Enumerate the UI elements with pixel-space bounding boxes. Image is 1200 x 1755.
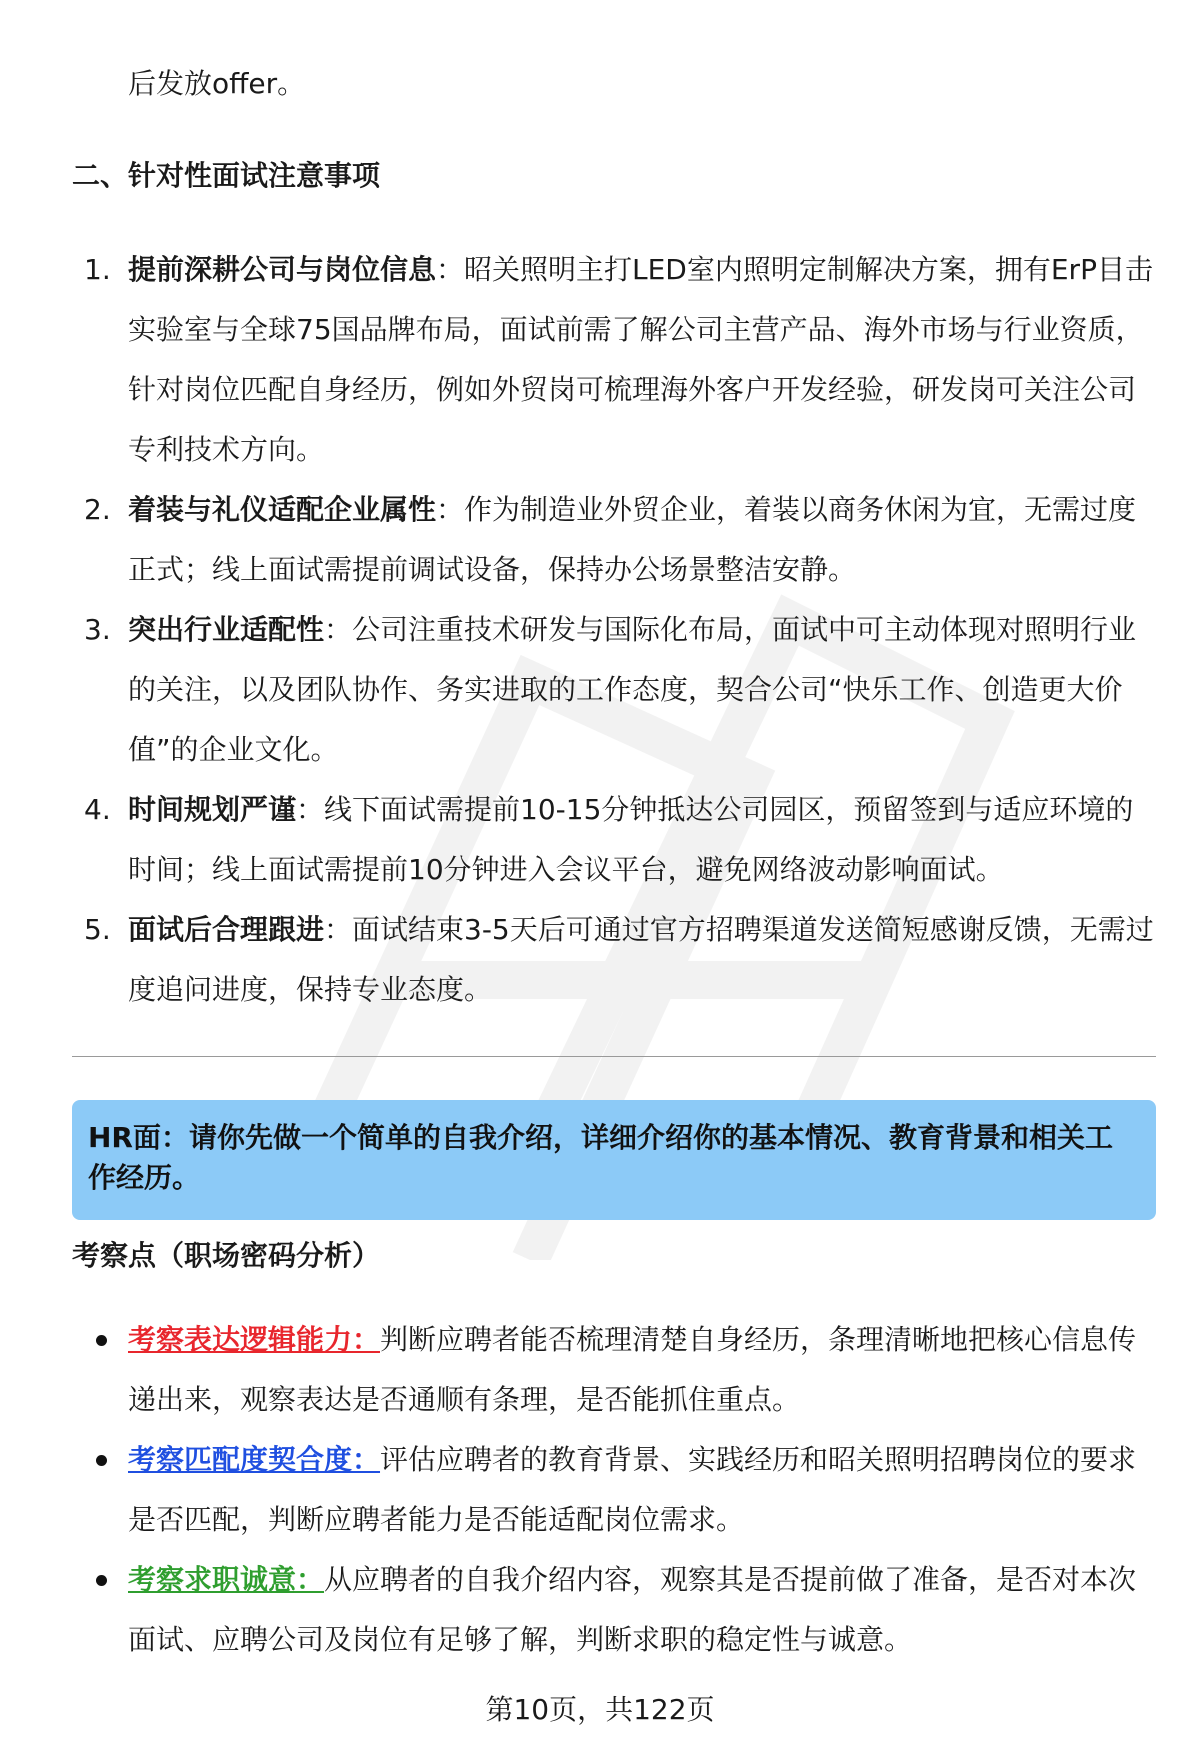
bullet-dot-icon	[96, 1335, 107, 1346]
bullet-item	[0, 1310, 1158, 1430]
list-item	[0, 900, 1158, 1020]
item-text: ：线下面试需提前10-15分钟抵达公司园区，预留签到与适应环境的时间；线上面试需提前10分钟进入会议平台，避免网络波动影响面试。	[128, 793, 1134, 886]
question-box	[72, 1100, 1156, 1220]
point-text: 判断应聘者能否梳理清楚自身经历，条理清晰地把核心信息传递出来，观察表达是否通顺有条理，是否能抓住重点。	[128, 1323, 1137, 1416]
bullet-item	[0, 1430, 1158, 1550]
list-item	[0, 600, 1158, 780]
point-keyword: 考察表达逻辑能力：	[128, 1323, 381, 1356]
point-text: 从应聘者的自我介绍内容，观察其是否提前做了准备，是否对本次面试、应聘公司及岗位有足够了解，判断求职的稳定性与诚意。	[128, 1563, 1137, 1656]
item-title: 提前深耕公司与岗位信息	[128, 253, 437, 286]
bullet-dot-icon	[96, 1455, 107, 1466]
item-number: 3.	[84, 613, 111, 646]
tips-list	[0, 240, 1200, 1020]
section-heading: 二、针对性面试注意事项	[72, 159, 381, 192]
page-footer: 第10页，共122页	[485, 1693, 715, 1726]
item-text: ：公司注重技术研发与国际化布局，面试中可主动体现对照明行业的关注，以及团队协作、务实进取的工作态度，契合公司“快乐工作、创造更大价值”的企业文化。	[128, 613, 1137, 766]
bullet-item	[0, 1550, 1158, 1670]
analysis-heading: 考察点（职场密码分析）	[72, 1239, 381, 1272]
list-item	[0, 480, 1158, 600]
item-title: 时间规划严谨	[128, 793, 297, 826]
item-number: 2.	[84, 493, 111, 526]
bullet-dot-icon	[96, 1575, 107, 1586]
list-item	[0, 780, 1158, 900]
item-title: 着装与礼仪适配企业属性	[128, 493, 437, 526]
continued-text: 后发放offer。	[128, 67, 306, 100]
item-number: 4.	[84, 793, 111, 826]
section-divider	[72, 1056, 1156, 1057]
list-item	[0, 240, 1158, 480]
item-number: 1.	[84, 253, 111, 286]
question-text: HR面：请你先做一个简单的自我介绍，详细介绍你的基本情况、教育背景和相关工作经历。	[88, 1121, 1113, 1194]
point-keyword: 考察求职诚意：	[128, 1563, 325, 1596]
item-text: ：作为制造业外贸企业，着装以商务休闲为宜，无需过度正式；线上面试需提前调试设备，保持办公场景整洁安静。	[128, 493, 1137, 586]
item-number: 5.	[84, 913, 111, 946]
point-keyword: 考察匹配度契合度：	[128, 1443, 381, 1476]
item-text: ：面试结束3-5天后可通过官方招聘渠道发送简短感谢反馈，无需过度追问进度，保持专业态度。	[128, 913, 1154, 1006]
item-text: ：昭关照明主打LED室内照明定制解决方案，拥有ErP目击实验室与全球75国品牌布局，面试前需了解公司主营产品、海外市场与行业资质，针对岗位匹配自身经历，例如外贸岗可梳理海外客户开发经验，研发岗可关注公司专利技术方向。	[128, 253, 1153, 466]
item-title: 面试后合理跟进	[128, 913, 325, 946]
item-title: 突出行业适配性	[128, 613, 325, 646]
point-text: 评估应聘者的教育背景、实践经历和昭关照明招聘岗位的要求是否匹配，判断应聘者能力是否能适配岗位需求。	[128, 1443, 1137, 1536]
analysis-list	[0, 1310, 1200, 1670]
